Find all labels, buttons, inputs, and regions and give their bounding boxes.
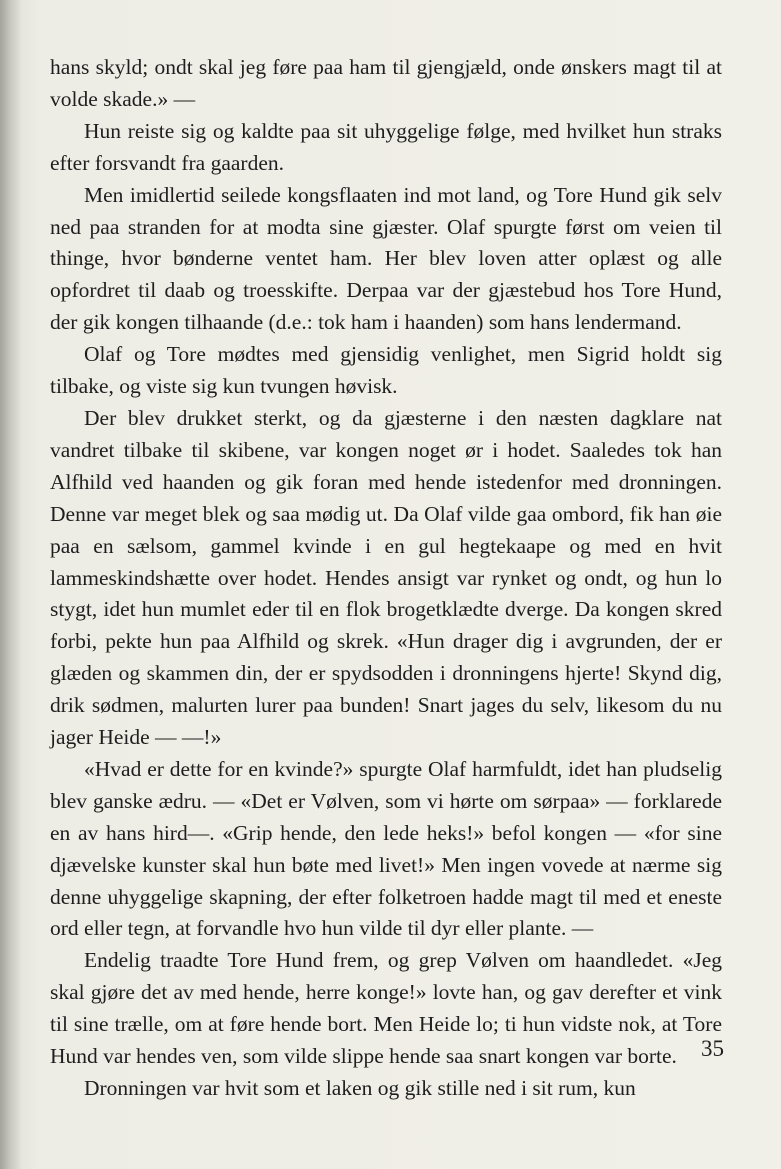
paragraph: Olaf og Tore mødtes med gjensidig venlighet, men Sigrid holdt sig tilbake, og viste sig kun tvungen høvisk. <box>50 342 722 399</box>
paragraph-continuation: hans skyld; ondt skal jeg føre paa ham til gjengjæld, onde ønskers magt til at volde skade.» — <box>50 55 722 111</box>
paragraph: Der blev drukket sterkt, og da gjæsterne i den næsten dagklare nat vandret tilbake til skibene, var kongen noget ør i hodet. Saaledes tok han Alfhild ved haanden og gik foran med hende istedenfor med dronningen. Denne var meget blek og saa mødig ut. Da Olaf vilde gaa ombord, fik han øie paa en sælsom, gammel kvinde i en gul hegtekaape og med en hvit lammeskindshætte over hodet. Hendes ansigt var rynket og ondt, og hun lo stygt, idet hun mumlet eder til en flok brogetklædte dverge. Da kongen skred forbi, pekte hun paa Alfhild og skrek. «Hun drager dig i avgrunden, der er glæden og skammen din, der er spydsodden i dronningens hjerte! Skynd dig, drik sødmen, malurten lurer paa bunden! Snart jages du selv, likesom du nu jager Heide — —!» <box>50 405 722 750</box>
body-text <box>50 52 722 1105</box>
paragraph: Men imidlertid seilede kongsflaaten ind mot land, og Tore Hund gik selv ned paa stranden for at modta sine gjæster. Olaf spurgte først om veien til thinge, hvor bønderne ventet ham. Her blev loven atter oplæst og alle opfordret til daab og troesskifte. Derpaa var der gjæstebud hos Tore Hund, der gik kongen tilhaande (d.e.: tok ham i haanden) som hans lendermand. <box>50 182 722 335</box>
page-number: 35 <box>701 1036 724 1061</box>
spine-shadow <box>0 0 22 1169</box>
paragraph: Endelig traadte Tore Hund frem, og grep Vølven om haandledet. «Jeg skal gjøre det av med hende, herre konge!» lovte han, og gav derefter et vink til sine trælle, om at føre hende bort. Men Heide lo; ti hun vidste nok, at Tore Hund var hendes ven, som vilde slippe hende saa snart kongen var borte. <box>50 948 722 1069</box>
paragraph: «Hvad er dette for en kvinde?» spurgte Olaf harmfuldt, idet han pludselig blev ganske ædru. — «Det er Vølven, som vi hørte om sørpaa» — forklarede en av hans hird—. «Grip hende, den lede heks!» befol kongen — «for sine djævelske kunster skal hun bøte med livet!» Men ingen vovede at nærme sig denne uhyggelige skapning, der efter folketroen hadde magt til med et eneste ord eller tegn, at forvandle hvo hun vilde til dyr eller plante. — <box>50 756 722 941</box>
paragraph: Hun reiste sig og kaldte paa sit uhyggelige følge, med hvilket hun straks efter forsvandt fra gaarden. <box>50 118 722 175</box>
paragraph: Dronningen var hvit som et laken og gik stille ned i sit rum, kun <box>84 1076 636 1100</box>
